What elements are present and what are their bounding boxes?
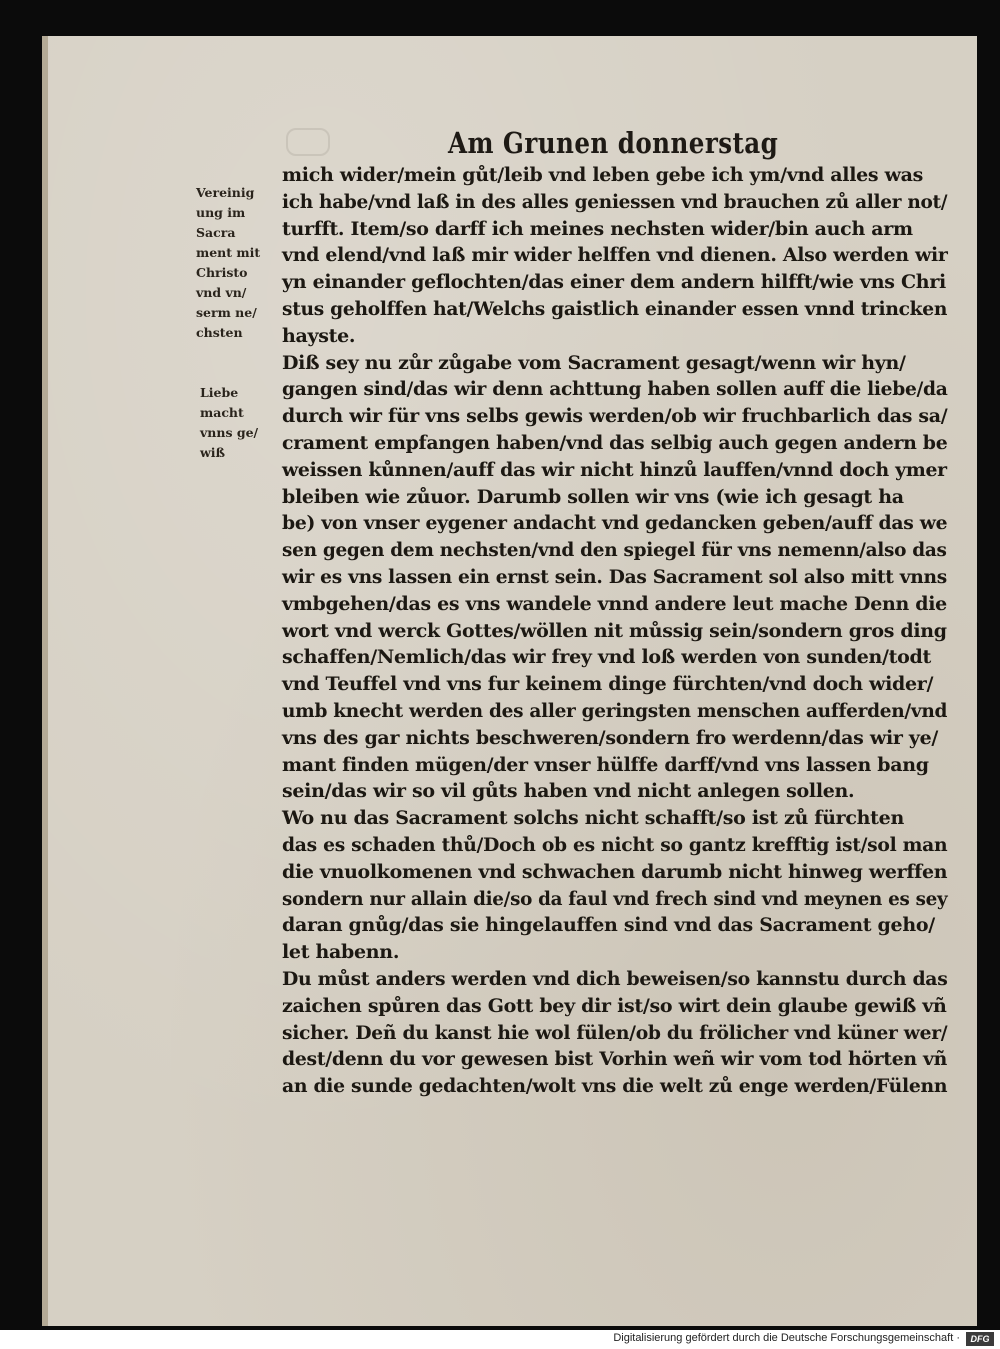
text-line: umb knecht werden des aller geringsten menschen aufferden/vnd bbox=[282, 700, 948, 722]
text-line: ich habe/vnd laß in des alles geniessen vnd brauchen zů aller not/ bbox=[282, 190, 948, 213]
text-line: vnd elend/vnd laß mir wider helffen vnd dienen. Also werden wir bbox=[282, 244, 948, 267]
text-line: sicher. Deñ du kanst hie wol fülen/ob du frölicher vnd küner wer/ bbox=[282, 1021, 948, 1044]
margin-note-line: vnd vn/ bbox=[196, 285, 247, 300]
text-line: durch wir für vns selbs gewis werden/ob wir fruchbarlich das sa/ bbox=[282, 405, 948, 428]
text-line: yn einander geflochten/das einer dem andern hilfft/wie vns Chri bbox=[282, 271, 946, 294]
margin-note-line: macht bbox=[200, 405, 244, 420]
text-line: bleiben wie zůuor. Darumb sollen wir vns (wie ich gesagt ha bbox=[282, 485, 904, 508]
margin-note-line: wiß bbox=[200, 445, 226, 460]
margin-note-line: Christo bbox=[196, 265, 248, 280]
text-line: das es schaden thů/Doch ob es nicht so gantz krefftig ist/sol man bbox=[282, 834, 948, 856]
page-edge bbox=[42, 36, 48, 1326]
text-line: sen gegen dem nechsten/vnd den spiegel für vns nemenn/also das bbox=[282, 539, 947, 562]
text-line: hayste. bbox=[282, 324, 356, 347]
text-line: gangen sind/das wir denn achttung haben sollen auff die liebe/da bbox=[282, 378, 948, 401]
text-line: Diß sey nu zůr zůgabe vom Sacrament gesagt/wenn wir hyn/ bbox=[282, 351, 906, 374]
text-line: die vnuolkomenen vnd schwachen darumb nicht hinweg werffen bbox=[282, 860, 948, 883]
text-line: vmbgehen/das es vns wandele vnnd andere leut mache Denn die bbox=[282, 592, 947, 615]
text-line: an die sunde gedachten/wolt vns die welt zů enge werden/Fülenn bbox=[282, 1075, 948, 1098]
margin-note-1 bbox=[196, 183, 274, 343]
margin-note-line: vnns ge/ bbox=[200, 425, 259, 440]
margin-note-line: ment mit bbox=[196, 245, 261, 260]
margin-note-line: Sacra bbox=[196, 225, 236, 240]
text-line: sondern nur allain die/so da faul vnd frech sind vnd meynen es sey bbox=[282, 887, 948, 910]
footer-bar bbox=[0, 1330, 1000, 1349]
text-line: mich wider/mein gůt/leib vnd leben gebe ich ym/vnd alles was bbox=[282, 164, 924, 186]
margin-note-line: chsten bbox=[196, 325, 243, 340]
dfg-logo: DFG bbox=[966, 1332, 994, 1346]
text-line: sein/das wir so vil gůts haben vnd nicht anlegen sollen. bbox=[282, 780, 855, 803]
text-line: let habenn. bbox=[282, 941, 400, 964]
text-line: wir es vns lassen ein ernst sein. Das Sacrament sol also mitt vnns bbox=[282, 566, 947, 588]
margin-note-line: Liebe bbox=[200, 385, 239, 400]
text-line: vnd Teuffel vnd vns fur keinem dinge fürchten/vnd doch wider/ bbox=[282, 673, 934, 696]
margin-note-2 bbox=[200, 383, 278, 463]
margin-note-line: serm ne/ bbox=[196, 305, 257, 320]
text-line: daran gnůg/das sie hingelauffen sind vnd das Sacrament geho/ bbox=[282, 914, 935, 937]
text-line: zaichen spůren das Gott bey dir ist/so wirt dein glaube gewiß vñ bbox=[282, 994, 947, 1017]
margin-note-line: Vereinig bbox=[196, 185, 255, 200]
margin-note-line: ung im bbox=[196, 205, 246, 220]
text-line: dest/denn du vor gewesen bist Vorhin weñ wir vom tod hörten vñ bbox=[282, 1048, 948, 1071]
text-line: stus geholffen hat/Welchs gaistlich einander essen vnnd trincken bbox=[282, 298, 948, 320]
text-line: weissen kůnnen/auff das wir nicht hinzů lauffen/vnnd doch ymer bbox=[282, 458, 947, 481]
text-line: Wo nu das Sacrament solchs nicht schafft/so ist zů fürchten bbox=[282, 807, 904, 830]
text-line: mant finden mügen/der vnser hülffe darff/vnd vns lassen bang bbox=[282, 753, 929, 776]
bleed-through-mark bbox=[286, 128, 330, 156]
funding-notice: Digitalisierung gefördert durch die Deutsche Forschungsgemeinschaft · bbox=[613, 1332, 960, 1344]
text-line: turfft. Item/so darff ich meines nechsten wider/bin auch arm bbox=[282, 217, 913, 240]
text-line: crament empfangen haben/vnd das selbig auch gegen andern be bbox=[282, 432, 948, 454]
text-line: schaffen/Nemlich/das wir frey vnd loß werden von sunden/todt bbox=[282, 646, 931, 669]
running-title: Am Grunen donnerstag bbox=[448, 126, 779, 160]
text-line: Du můst anders werden vnd dich beweisen/so kannstu durch das bbox=[282, 968, 948, 990]
text-line: wort vnd werck Gottes/wöllen nit můssig sein/sondern gros ding bbox=[282, 619, 947, 642]
text-line: be) von vnser eygener andacht vnd gedancken geben/auff das we bbox=[282, 512, 948, 535]
text-line: vns des gar nichts beschweren/sondern fro werdenn/das wir ye/ bbox=[282, 726, 939, 749]
